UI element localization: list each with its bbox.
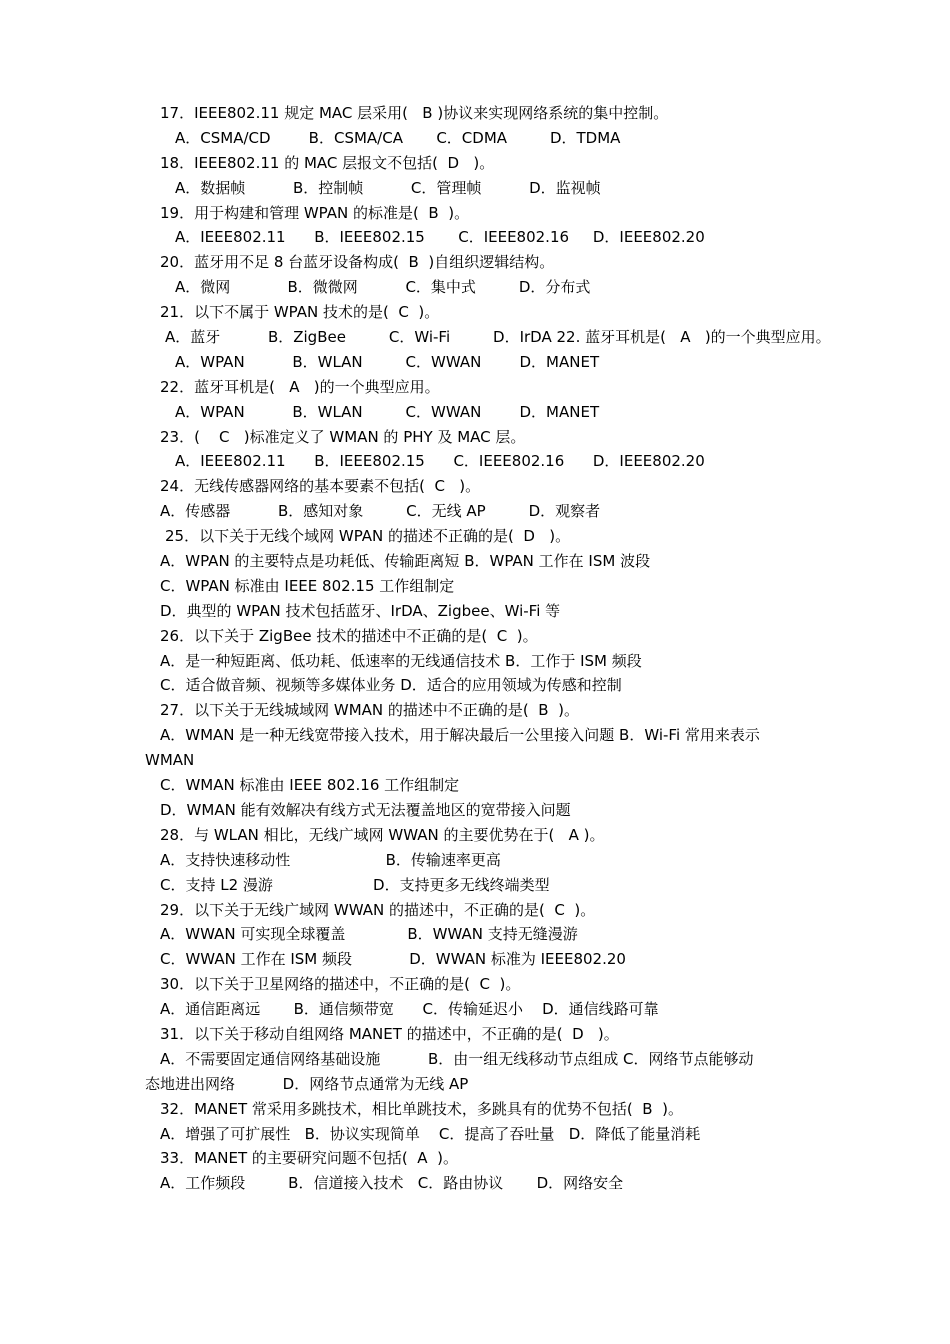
answer-options-line: A．通信距离远 B．通信频带宽 C．传输延迟小 D．通信线路可靠: [160, 1000, 659, 1019]
answer-options-line: A．WWAN 可实现全球覆盖 B．WWAN 支持无缝漫游: [160, 925, 578, 944]
question-line: 32．MANET 常采用多跳技术，相比单跳技术，多跳具有的优势不包括( B )。: [160, 1099, 683, 1118]
answer-options-line: A．WPAN B．WLAN C．WWAN D．MANET: [175, 352, 600, 371]
answer-options-line: A．工作频段 B．信道接入技术 C．路由协议 D．网络安全: [160, 1174, 624, 1193]
question-line: 23．( C )标准定义了 WMAN 的 PHY 及 MAC 层。: [160, 427, 526, 446]
answer-options-line: A．不需要固定通信网络基础设施 B．由一组无线移动节点组成 C．网络节点能够动: [160, 1049, 754, 1068]
answer-options-line: A．蓝牙 B．ZigBee C．Wi-Fi D．IrDA 22. 蓝牙耳机是( A )的一个典型应用。: [165, 328, 831, 347]
question-line: 17．IEEE802.11 规定 MAC 层采用( B )协议来实现网络系统的集中控制。: [160, 104, 669, 122]
answer-options-line: C．WWAN 工作在 ISM 频段 D．WWAN 标准为 IEEE802.20: [160, 950, 626, 969]
question-line: 27．以下关于无线城域网 WMAN 的描述中不正确的是( B )。: [160, 701, 579, 720]
question-list: [0, 101, 950, 1196]
answer-options-line: A．传感器 B．感知对象 C．无线 AP D．观察者: [160, 502, 601, 521]
answer-options-line: A．支持快速移动性 B．传输速率更高: [160, 850, 501, 869]
answer-options-line: C．WMAN 标准由 IEEE 802.16 工作组制定: [160, 776, 460, 795]
answer-options-line: D．WMAN 能有效解决有线方式无法覆盖地区的宽带接入问题: [160, 800, 571, 819]
question-line: 26．以下关于 ZigBee 技术的描述中不正确的是( C )。: [160, 626, 538, 645]
question-line: 29．以下关于无线广域网 WWAN 的描述中，不正确的是( C )。: [160, 900, 596, 919]
answer-options-line: A．CSMA/CD B．CSMA/CA C．CDMA D．TDMA: [175, 128, 621, 147]
answer-options-line: C．支持 L2 漫游 D．支持更多无线终端类型: [160, 875, 550, 894]
answer-options-line: A．是一种短距离、低功耗、低速率的无线通信技术 B．工作于 ISM 频段: [160, 651, 642, 670]
question-line: 19．用于构建和管理 WPAN 的标准是( B )。: [160, 203, 470, 222]
answer-options-line: A．增强了可扩展性 B．协议实现简单 C．提高了吞吐量 D．降低了能量消耗: [160, 1124, 701, 1143]
question-line: 25．以下关于无线个域网 WPAN 的描述不正确的是( D )。: [165, 527, 571, 546]
question-line: 30．以下关于卫星网络的描述中，不正确的是( C )。: [160, 975, 521, 994]
answer-options-line: A．IEEE802.11 B．IEEE802.15 C．IEEE802.16 D．IEEE802.20: [175, 228, 705, 247]
answer-options-line: A．IEEE802.11 B．IEEE802.15 C．IEEE802.16 D．IEEE802.20: [175, 452, 705, 471]
answer-options-line: A．微网 B．微微网 C．集中式 D．分布式: [175, 278, 591, 297]
question-line: 22．蓝牙耳机是( A )的一个典型应用。: [160, 377, 440, 396]
question-line: 31．以下关于移动自组网络 MANET 的描述中，不正确的是( D )。: [160, 1024, 619, 1043]
question-line: 18．IEEE802.11 的 MAC 层报文不包括( D )。: [160, 153, 495, 172]
question-line: 20．蓝牙用不足 8 台蓝牙设备构成( B )自组织逻辑结构。: [160, 253, 555, 272]
answer-options-line: A．WMAN 是一种无线宽带接入技术，用于解决最后一公里接入问题 B．Wi-Fi 常用来表示: [160, 726, 760, 745]
question-line: 28．与 WLAN 相比，无线广域网 WWAN 的主要优势在于( A )。: [160, 825, 605, 844]
answer-options-line: C．适合做音频、视频等多媒体业务 D．适合的应用领域为传感和控制: [160, 676, 622, 695]
answer-options-line: A．数据帧 B．控制帧 C．管理帧 D．监视帧: [175, 178, 601, 197]
question-line: 24．无线传感器网络的基本要素不包括( C )。: [160, 477, 481, 496]
answer-options-line: 态地进出网络 D．网络节点通常为无线 AP: [145, 1074, 469, 1093]
answer-options-line: A．WPAN 的主要特点是功耗低、传输距离短 B．WPAN 工作在 ISM 波段: [160, 552, 651, 571]
question-line: 33．MANET 的主要研究问题不包括( A )。: [160, 1149, 458, 1168]
question-line: 21．以下不属于 WPAN 技术的是( C )。: [160, 303, 440, 322]
answer-options-line: A．WPAN B．WLAN C．WWAN D．MANET: [175, 402, 600, 421]
answer-options-line: WMAN: [145, 751, 195, 770]
answer-options-line: C．WPAN 标准由 IEEE 802.15 工作组制定: [160, 576, 455, 595]
answer-options-line: D．典型的 WPAN 技术包括蓝牙、IrDA、Zigbee、Wi-Fi 等: [160, 601, 561, 620]
